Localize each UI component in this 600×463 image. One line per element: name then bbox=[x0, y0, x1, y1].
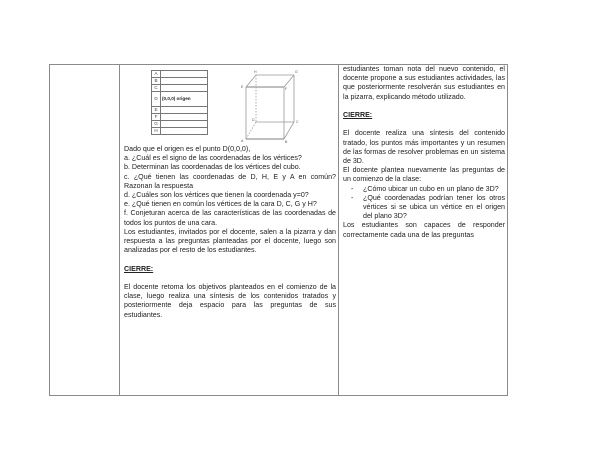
vertex-g-label: G bbox=[295, 70, 298, 74]
cube-edge bbox=[284, 75, 294, 87]
vertex-label: G bbox=[152, 121, 161, 128]
vertex-value bbox=[161, 78, 208, 85]
cierre-heading: CIERRE: bbox=[343, 111, 373, 119]
cube-edge bbox=[246, 75, 256, 87]
vertex-label: C bbox=[152, 85, 161, 92]
evaluation-cell bbox=[339, 65, 508, 395]
vertex-d-label: D bbox=[252, 118, 255, 122]
continuation-text: estudiantes toman nota del nuevo contenido, el docente propone a sus estudiantes actividades, las que posteriormente resolverán sus estudiantes en la pizarra, explicando método utilizado. bbox=[343, 65, 505, 101]
question-d: d. ¿Cuáles son los vértices que tienen la coordenada y=0? bbox=[124, 191, 309, 200]
intro-text: Dado que el origen es el punto D(0,0,0), bbox=[124, 145, 251, 153]
vertex-label: B bbox=[152, 78, 161, 85]
vertex-f-label: F bbox=[285, 87, 288, 91]
vertex-b-label: B bbox=[285, 140, 288, 144]
question-c: c. ¿Qué tienen las coordenadas de D, H, E y A en común? Razonan la respuesta bbox=[124, 172, 336, 190]
vertex-value bbox=[161, 71, 208, 78]
vertex-c-label: C bbox=[296, 120, 299, 124]
cierre-text: El docente retoma los objetivos planteados en el comienzo de la clase, luego realiza una síntesis de los contenidos tratados y posteriormente deja espacio para las preguntas de sus estudiantes. bbox=[124, 283, 336, 319]
vertex-value bbox=[161, 85, 208, 92]
question-list bbox=[343, 185, 505, 222]
list-item: - ¿Cómo ubicar un cubo en un plano de 3D? bbox=[343, 185, 505, 194]
summary-text: El docente realiza una síntesis del contenido tratado, los puntos más importantes y un resumen de las formas de resolver problemas en un sistema de 3D. bbox=[343, 129, 505, 165]
cube-edge bbox=[284, 122, 294, 139]
vertex-value: (0,0,0) origen bbox=[161, 92, 208, 107]
vertex-label: A bbox=[152, 71, 161, 78]
vertex-value bbox=[161, 128, 208, 135]
activities-cell bbox=[120, 65, 339, 395]
figure-row bbox=[124, 67, 336, 145]
vertex-value bbox=[161, 114, 208, 121]
cube-diagram bbox=[236, 67, 316, 147]
vertex-a-label: A bbox=[241, 139, 244, 143]
list-item: - ¿Qué coordenadas podrían tener los otros vértices si se ubica un vértice en el origen del plano 3D? bbox=[343, 194, 505, 222]
cierre-heading: CIERRE: bbox=[124, 264, 154, 273]
question-e: e. ¿Qué tienen en común los vértices de la cara D, C, G y H? bbox=[124, 200, 317, 209]
vertex-label: E bbox=[152, 107, 161, 114]
lesson-plan-table bbox=[49, 64, 508, 396]
vertex-value bbox=[161, 107, 208, 114]
vertex-label: H bbox=[152, 128, 161, 135]
closing-text: Los estudiantes son capaces de responder correctamente cada una de las preguntas bbox=[343, 221, 505, 239]
cube-hidden-edge bbox=[246, 122, 256, 139]
vertex-coordinates-table bbox=[151, 70, 208, 135]
question-b: b. Determinan las coordenadas de los vértices del cubo. bbox=[124, 163, 301, 172]
question-a: a. ¿Cuál es el signo de las coordenadas de los vértices? bbox=[124, 154, 302, 163]
vertex-label: F bbox=[152, 114, 161, 121]
vertex-e-label: E bbox=[241, 85, 244, 89]
repeat-intro: El docente plantea nuevamente las preguntas de un comienzo de la clase: bbox=[343, 166, 505, 184]
vertex-label: D bbox=[152, 92, 161, 107]
students-text: Los estudiantes, invitados por el docente, salen a la pizarra y dan respuesta a las preguntas planteadas por el docente, luego son analizadas por el resto de los estudiantes. bbox=[124, 227, 336, 255]
vertex-value bbox=[161, 121, 208, 128]
vertex-h-label: H bbox=[254, 70, 257, 74]
question-f: f. Conjeturan acerca de las características de las coordenadas de todos los puntos de una cara. bbox=[124, 209, 336, 227]
